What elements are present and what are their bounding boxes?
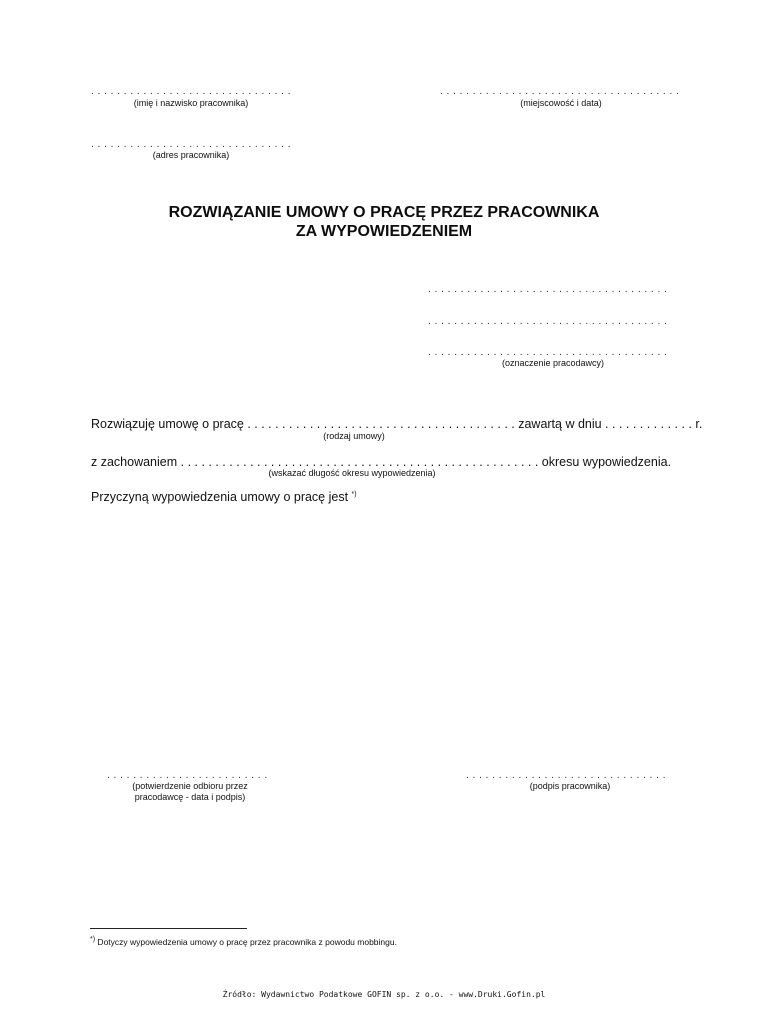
contract-type-line[interactable]: Rozwiązuję umowę o pracę . . . . . . . . . . . . . . . . . . . . . . . . . . . . . . . . . . . . . . . zawartą w dniu . . . . . . . . . . . . . r.: [91, 417, 703, 431]
contract-type-caption: (rodzaj umowy): [323, 431, 385, 441]
employee-address-caption: (adres pracownika): [152, 150, 230, 160]
employee-signature-caption: (podpis pracownika): [529, 781, 611, 791]
footnote-text: Dotyczy wypowiedzenia umowy o pracę przez pracownika z powodu mobbingu.: [95, 936, 397, 947]
place-date-field[interactable]: . . . . . . . . . . . . . . . . . . . . . . . . . . . . . . . . . . . . .: [440, 86, 680, 97]
notice-period-caption: (wskazać długość okresu wypowiedzenia): [268, 468, 436, 478]
notice-period-line[interactable]: z zachowaniem . . . . . . . . . . . . . . . . . . . . . . . . . . . . . . . . . . . . . . . . . . . . . . . . . . . . okresu wypowiedzenia.: [91, 455, 672, 469]
employer-receipt-caption-line2: pracodawcę - data i podpis): [134, 792, 246, 802]
employer-receipt-signature-field[interactable]: . . . . . . . . . . . . . . . . . . . . . . . . .: [107, 770, 268, 781]
employer-field-line2[interactable]: . . . . . . . . . . . . . . . . . . . . . . . . . . . . . . . . . . . . .: [428, 316, 668, 327]
footnote-marker: *): [90, 936, 96, 943]
footnote: [90, 936, 397, 947]
employee-address-field[interactable]: . . . . . . . . . . . . . . . . . . . . . . . . . . . . . . .: [91, 139, 291, 150]
termination-reason-line: [91, 490, 357, 504]
employee-name-field[interactable]: . . . . . . . . . . . . . . . . . . . . . . . . . . . . . . .: [91, 86, 291, 97]
place-date-caption: (miejscowość i data): [520, 98, 602, 108]
employer-caption: (oznaczenie pracodawcy): [501, 358, 605, 368]
document-title-line1: ROZWIĄZANIE UMOWY O PRACĘ PRZEZ PRACOWNIKA: [168, 204, 600, 221]
footnote-divider: [90, 928, 247, 929]
termination-reason-label: Przyczyną wypowiedzenia umowy o pracę jest: [91, 490, 352, 504]
source-note: Źródło: Wydawnictwo Podatkowe GOFIN sp. z o.o. - www.Druki.Gofin.pl: [222, 990, 546, 999]
employee-signature-field[interactable]: . . . . . . . . . . . . . . . . . . . . . . . . . . . . . . .: [466, 770, 666, 781]
employer-field-line1[interactable]: . . . . . . . . . . . . . . . . . . . . . . . . . . . . . . . . . . . . .: [428, 284, 668, 295]
document-title-line2: ZA WYPOWIEDZENIEM: [295, 223, 473, 240]
footnote-reference-marker: *): [351, 490, 357, 498]
employer-receipt-caption-line1: (potwierdzenie odbioru przez: [132, 781, 248, 791]
employee-name-caption: (imię i nazwisko pracownika): [133, 98, 249, 108]
employer-field-line3[interactable]: . . . . . . . . . . . . . . . . . . . . . . . . . . . . . . . . . . . . .: [428, 347, 668, 358]
